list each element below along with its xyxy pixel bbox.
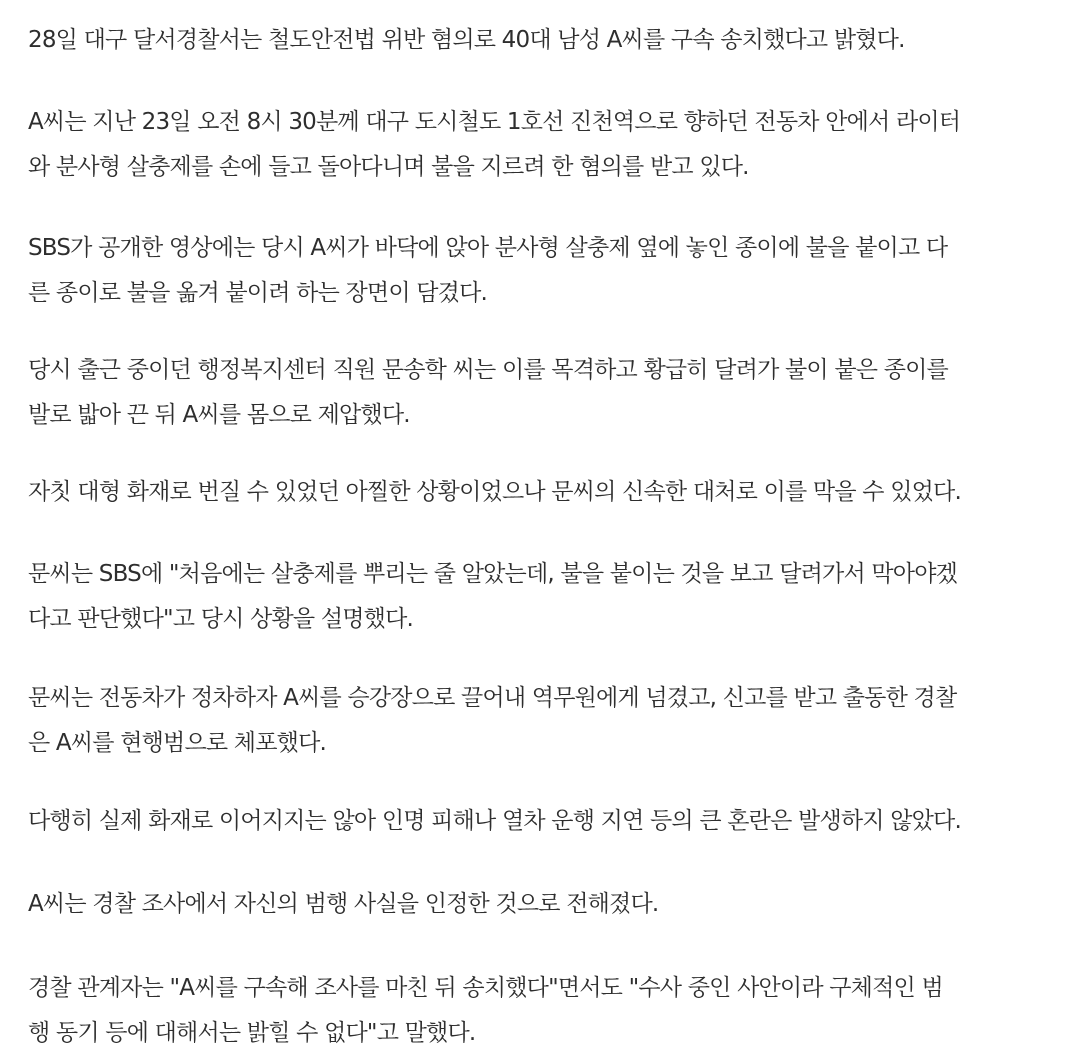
paragraph-line: 와 분사형 살충제를 손에 들고 돌아다니며 불을 지르려 한 혐의를 받고 있다. bbox=[28, 154, 749, 180]
paragraph-line: 문씨는 전동차가 정차하자 A씨를 승강장으로 끌어내 역무원에게 넘겼고, 신고를 받고 출동한 경찰 bbox=[28, 685, 957, 711]
paragraph-4 bbox=[28, 348, 948, 438]
paragraph-line: 당시 출근 중이던 행정복지센터 직원 문송학 씨는 이를 목격하고 황급히 달려가 불이 붙은 종이를 bbox=[28, 357, 948, 383]
paragraph-6 bbox=[28, 552, 957, 642]
paragraph-2 bbox=[28, 100, 960, 190]
paragraph-5 bbox=[28, 470, 961, 515]
paragraph-10 bbox=[28, 966, 943, 1056]
paragraph-line: 은 A씨를 현행범으로 체포했다. bbox=[28, 730, 326, 756]
paragraph-1 bbox=[28, 18, 905, 63]
paragraph-7 bbox=[28, 676, 956, 766]
paragraph-line: A씨는 지난 23일 오전 8시 30분께 대구 도시철도 1호선 진천역으로 향하던 전동차 안에서 라이터 bbox=[28, 109, 961, 135]
paragraph-line: 발로 밟아 끈 뒤 A씨를 몸으로 제압했다. bbox=[28, 402, 410, 428]
paragraph-line: 경찰 관계자는 "A씨를 구속해 조사를 마친 뒤 송치했다"면서도 "수사 중인 사안이라 구체적인 범 bbox=[28, 975, 943, 1001]
paragraph-line: 다고 판단했다"고 당시 상황을 설명했다. bbox=[28, 606, 414, 632]
paragraph-3 bbox=[28, 226, 947, 316]
paragraph-line: 다행히 실제 화재로 이어지지는 않아 인명 피해나 열차 운행 지연 등의 큰 혼란은 발생하지 않았다. bbox=[28, 808, 961, 834]
paragraph-line: 문씨는 SBS에 "처음에는 살충제를 뿌리는 줄 알았는데, 불을 붙이는 것을 보고 달려가서 막아야겠 bbox=[28, 561, 958, 587]
paragraph-9 bbox=[28, 882, 658, 927]
paragraph-line: 자칫 대형 화재로 번질 수 있었던 아찔한 상황이었으나 문씨의 신속한 대처로 이를 막을 수 있었다. bbox=[28, 479, 961, 505]
paragraph-line: 행 동기 등에 대해서는 밝힐 수 없다"고 말했다. bbox=[28, 1020, 476, 1046]
paragraph-8 bbox=[28, 799, 961, 844]
paragraph-line: 28일 대구 달서경찰서는 철도안전법 위반 혐의로 40대 남성 A씨를 구속 송치했다고 밝혔다. bbox=[28, 27, 905, 53]
paragraph-line: 른 종이로 불을 옮겨 붙이려 하는 장면이 담겼다. bbox=[28, 280, 488, 306]
paragraph-line: A씨는 경찰 조사에서 자신의 범행 사실을 인정한 것으로 전해졌다. bbox=[28, 891, 659, 917]
paragraph-line: SBS가 공개한 영상에는 당시 A씨가 바닥에 앉아 분사형 살충제 옆에 놓인 종이에 불을 붙이고 다 bbox=[28, 235, 948, 261]
